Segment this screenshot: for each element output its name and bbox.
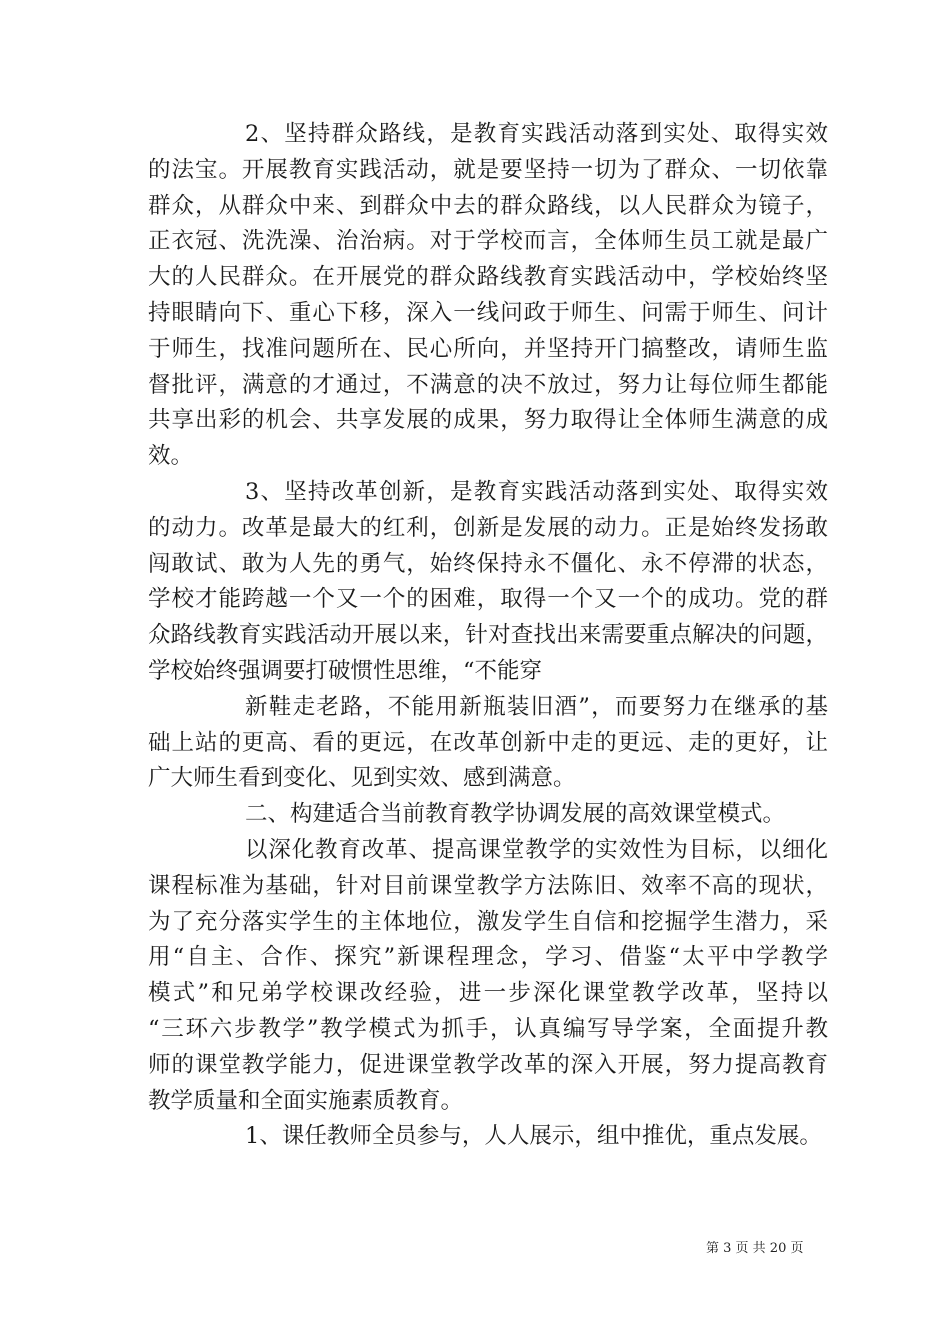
text-line: 教学质量和全面实施素质教育。 bbox=[148, 1087, 464, 1114]
text-line: 群众，从群众中来、到群众中去的群众路线，以人民群众为镜子， bbox=[148, 192, 828, 219]
text-line: 督批评，满意的才通过，不满意的决不放过，努力让每位师生都能 bbox=[148, 371, 828, 398]
document-body bbox=[148, 117, 828, 1155]
text-line: 用“自主、合作、探究”新课程理念，学习、借鉴“太平中学教学 bbox=[148, 944, 828, 971]
text-line: 师的课堂教学能力，促进课堂教学改革的深入开展，努力提高教育 bbox=[148, 1051, 828, 1078]
text-line: 二、构建适合当前教育教学协调发展的高效课堂模式。 bbox=[245, 801, 786, 828]
text-line: “三环六步教学”教学模式为抓手，认真编写导学案，全面提升教 bbox=[148, 1015, 828, 1042]
text-line: 的法宝。开展教育实践活动，就是要坚持一切为了群众、一切依靠 bbox=[148, 156, 828, 183]
text-line: 模式”和兄弟学校课改经验，进一步深化课堂教学改革，坚持以 bbox=[148, 980, 828, 1007]
text-line: 2、坚持群众路线，是教育实践活动落到实处、取得实效 bbox=[245, 121, 828, 147]
text-line: 效。 bbox=[148, 443, 194, 470]
text-line: 广大师生看到变化、见到实效、感到满意。 bbox=[148, 765, 576, 792]
text-line: 大的人民群众。在开展党的群众路线教育实践活动中，学校始终坚 bbox=[148, 264, 828, 291]
text-line: 1、课任教师全员参与，人人展示，组中推优，重点发展。 bbox=[245, 1123, 822, 1150]
text-line: 的动力。改革是最大的红利，创新是发展的动力。正是始终发扬敢 bbox=[148, 514, 828, 541]
text-line: 以深化教育改革、提高课堂教学的实效性为目标，以细化 bbox=[245, 836, 828, 863]
text-line: 持眼睛向下、重心下移，深入一线问政于师生、问需于师生、问计 bbox=[148, 299, 828, 326]
page-number: 第 3 页 共 20 页 bbox=[706, 1241, 804, 1256]
text-line: 为了充分落实学生的主体地位，激发学生自信和挖掘学生潜力，采 bbox=[148, 908, 828, 935]
text-line: 课程标准为基础，针对目前课堂教学方法陈旧、效率不高的现状， bbox=[148, 872, 828, 899]
text-line: 闯敢试、敢为人先的勇气，始终保持永不僵化、永不停滞的状态， bbox=[148, 550, 828, 577]
text-line: 3、坚持改革创新，是教育实践活动落到实处、取得实效 bbox=[245, 478, 828, 505]
text-line: 新鞋走老路，不能用新瓶装旧酒”，而要努力在继承的基 bbox=[245, 693, 828, 720]
text-line: 础上站的更高、看的更远，在改革创新中走的更远、走的更好，让 bbox=[148, 729, 828, 756]
text-line: 众路线教育实践活动开展以来，针对查找出来需要重点解决的问题， bbox=[148, 622, 828, 649]
text-line: 学校始终强调要打破惯性思维，“不能穿 bbox=[148, 657, 543, 684]
text-line: 共享出彩的机会、共享发展的成果，努力取得让全体师生满意的成 bbox=[148, 407, 828, 434]
text-line: 于师生，找准问题所在、民心所向，并坚持开门搞整改，请师生监 bbox=[148, 335, 828, 362]
text-line: 学校才能跨越一个又一个的困难，取得一个又一个的成功。党的群 bbox=[148, 586, 828, 613]
text-line: 正衣冠、洗洗澡、治治病。对于学校而言，全体师生员工就是最广 bbox=[148, 228, 828, 255]
